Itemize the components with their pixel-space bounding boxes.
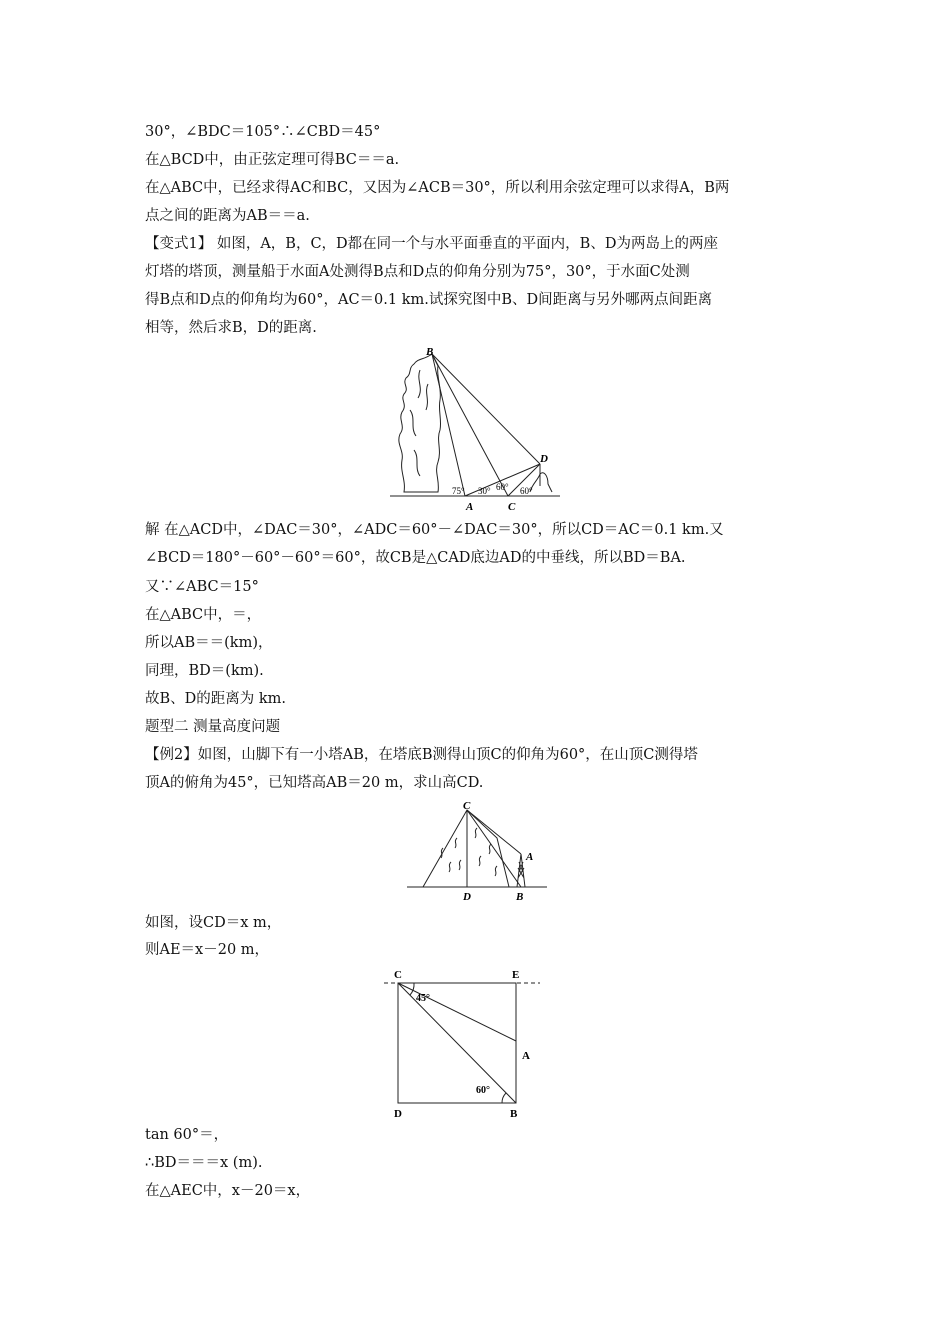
text-line: 顶A的俯角为45°，已知塔高AB＝20 m，求山高CD. xyxy=(145,775,484,791)
fig1-angle: 60° xyxy=(496,482,509,492)
text-line: 则AE＝x－20 m， xyxy=(145,942,270,958)
text-line: ∴BD＝＝＝x (m). xyxy=(145,1155,263,1171)
text-line: 解 在△ACD中，∠DAC＝30°，∠ADC＝60°－∠DAC＝30°，所以CD＝AC＝0.1 km.又 xyxy=(145,522,724,538)
fig1-label: D xyxy=(540,453,548,465)
text-line: 在△ABC中，已经求得AC和BC，又因为∠ACB＝30°，所以利用余弦定理可以求得A，B两 xyxy=(145,180,730,196)
fig3-angle: 45° xyxy=(416,993,430,1004)
figure-lighthouse-diagram xyxy=(380,340,570,515)
fig2-label: C xyxy=(463,800,471,812)
fig2-label: A xyxy=(526,851,534,863)
figure-mountain-tower xyxy=(405,798,555,904)
fig1-label: C xyxy=(508,501,516,513)
figure-angle-diagram xyxy=(380,965,545,1120)
fig1-angle: 75° xyxy=(452,486,465,496)
text-line: 相等，然后求B，D的距离. xyxy=(145,320,317,336)
text-line: 得B点和D点的仰角均为60°，AC＝0.1 km.试探究图中B、D间距离与另外哪两点间距离 xyxy=(145,292,713,308)
fig2-label: B xyxy=(516,891,524,903)
text-line: 点之间的距离为AB＝＝a. xyxy=(145,208,310,224)
text-line: 【例2】如图，山脚下有一小塔AB，在塔底B测得山顶C的仰角为60°，在山顶C测得塔 xyxy=(145,747,698,763)
fig1-angle: 60° xyxy=(520,486,533,496)
text-line: 在△AEC中，x－20＝x， xyxy=(145,1183,311,1199)
text-line: 又∵∠ABC＝15° xyxy=(145,579,259,595)
text-line: 如图，设CD＝x m， xyxy=(145,915,282,931)
fig2-label: D xyxy=(463,891,471,903)
fig3-label: B xyxy=(510,1108,518,1120)
text-line: 所以AB＝＝(km)， xyxy=(145,635,273,651)
fig1-label: A xyxy=(466,501,474,513)
text-line: 题型二 测量高度问题 xyxy=(145,719,281,735)
fig3-label: D xyxy=(394,1108,402,1120)
text-line: 【变式1】 如图，A，B，C，D都在同一个与水平面垂直的平面内，B、D为两岛上的两座 xyxy=(145,236,718,252)
fig3-label: A xyxy=(522,1050,530,1062)
text-line: 故B、D的距离为 km. xyxy=(145,691,287,707)
text-line: 在△ABC中，＝， xyxy=(145,607,262,623)
fig1-label: B xyxy=(426,346,434,358)
text-line: 在△BCD中，由正弦定理可得BC＝＝a. xyxy=(145,152,400,168)
text-line: 同理，BD＝(km). xyxy=(145,663,264,679)
fig3-angle: 60° xyxy=(476,1085,490,1096)
fig3-label: C xyxy=(394,969,402,981)
text-line: 30°，∠BDC＝105°∴∠CBD＝45° xyxy=(145,124,381,140)
fig1-angle: 30° xyxy=(478,486,491,496)
text-line: tan 60°＝， xyxy=(145,1127,229,1143)
text-line: ∠BCD＝180°－60°－60°＝60°，故CB是△CAD底边AD的中垂线，所以BD＝BA. xyxy=(145,550,686,566)
fig3-label: E xyxy=(512,969,520,981)
text-line: 灯塔的塔顶，测量船于水面A处测得B点和D点的仰角分别为75°，30°，于水面C处测 xyxy=(145,264,690,280)
